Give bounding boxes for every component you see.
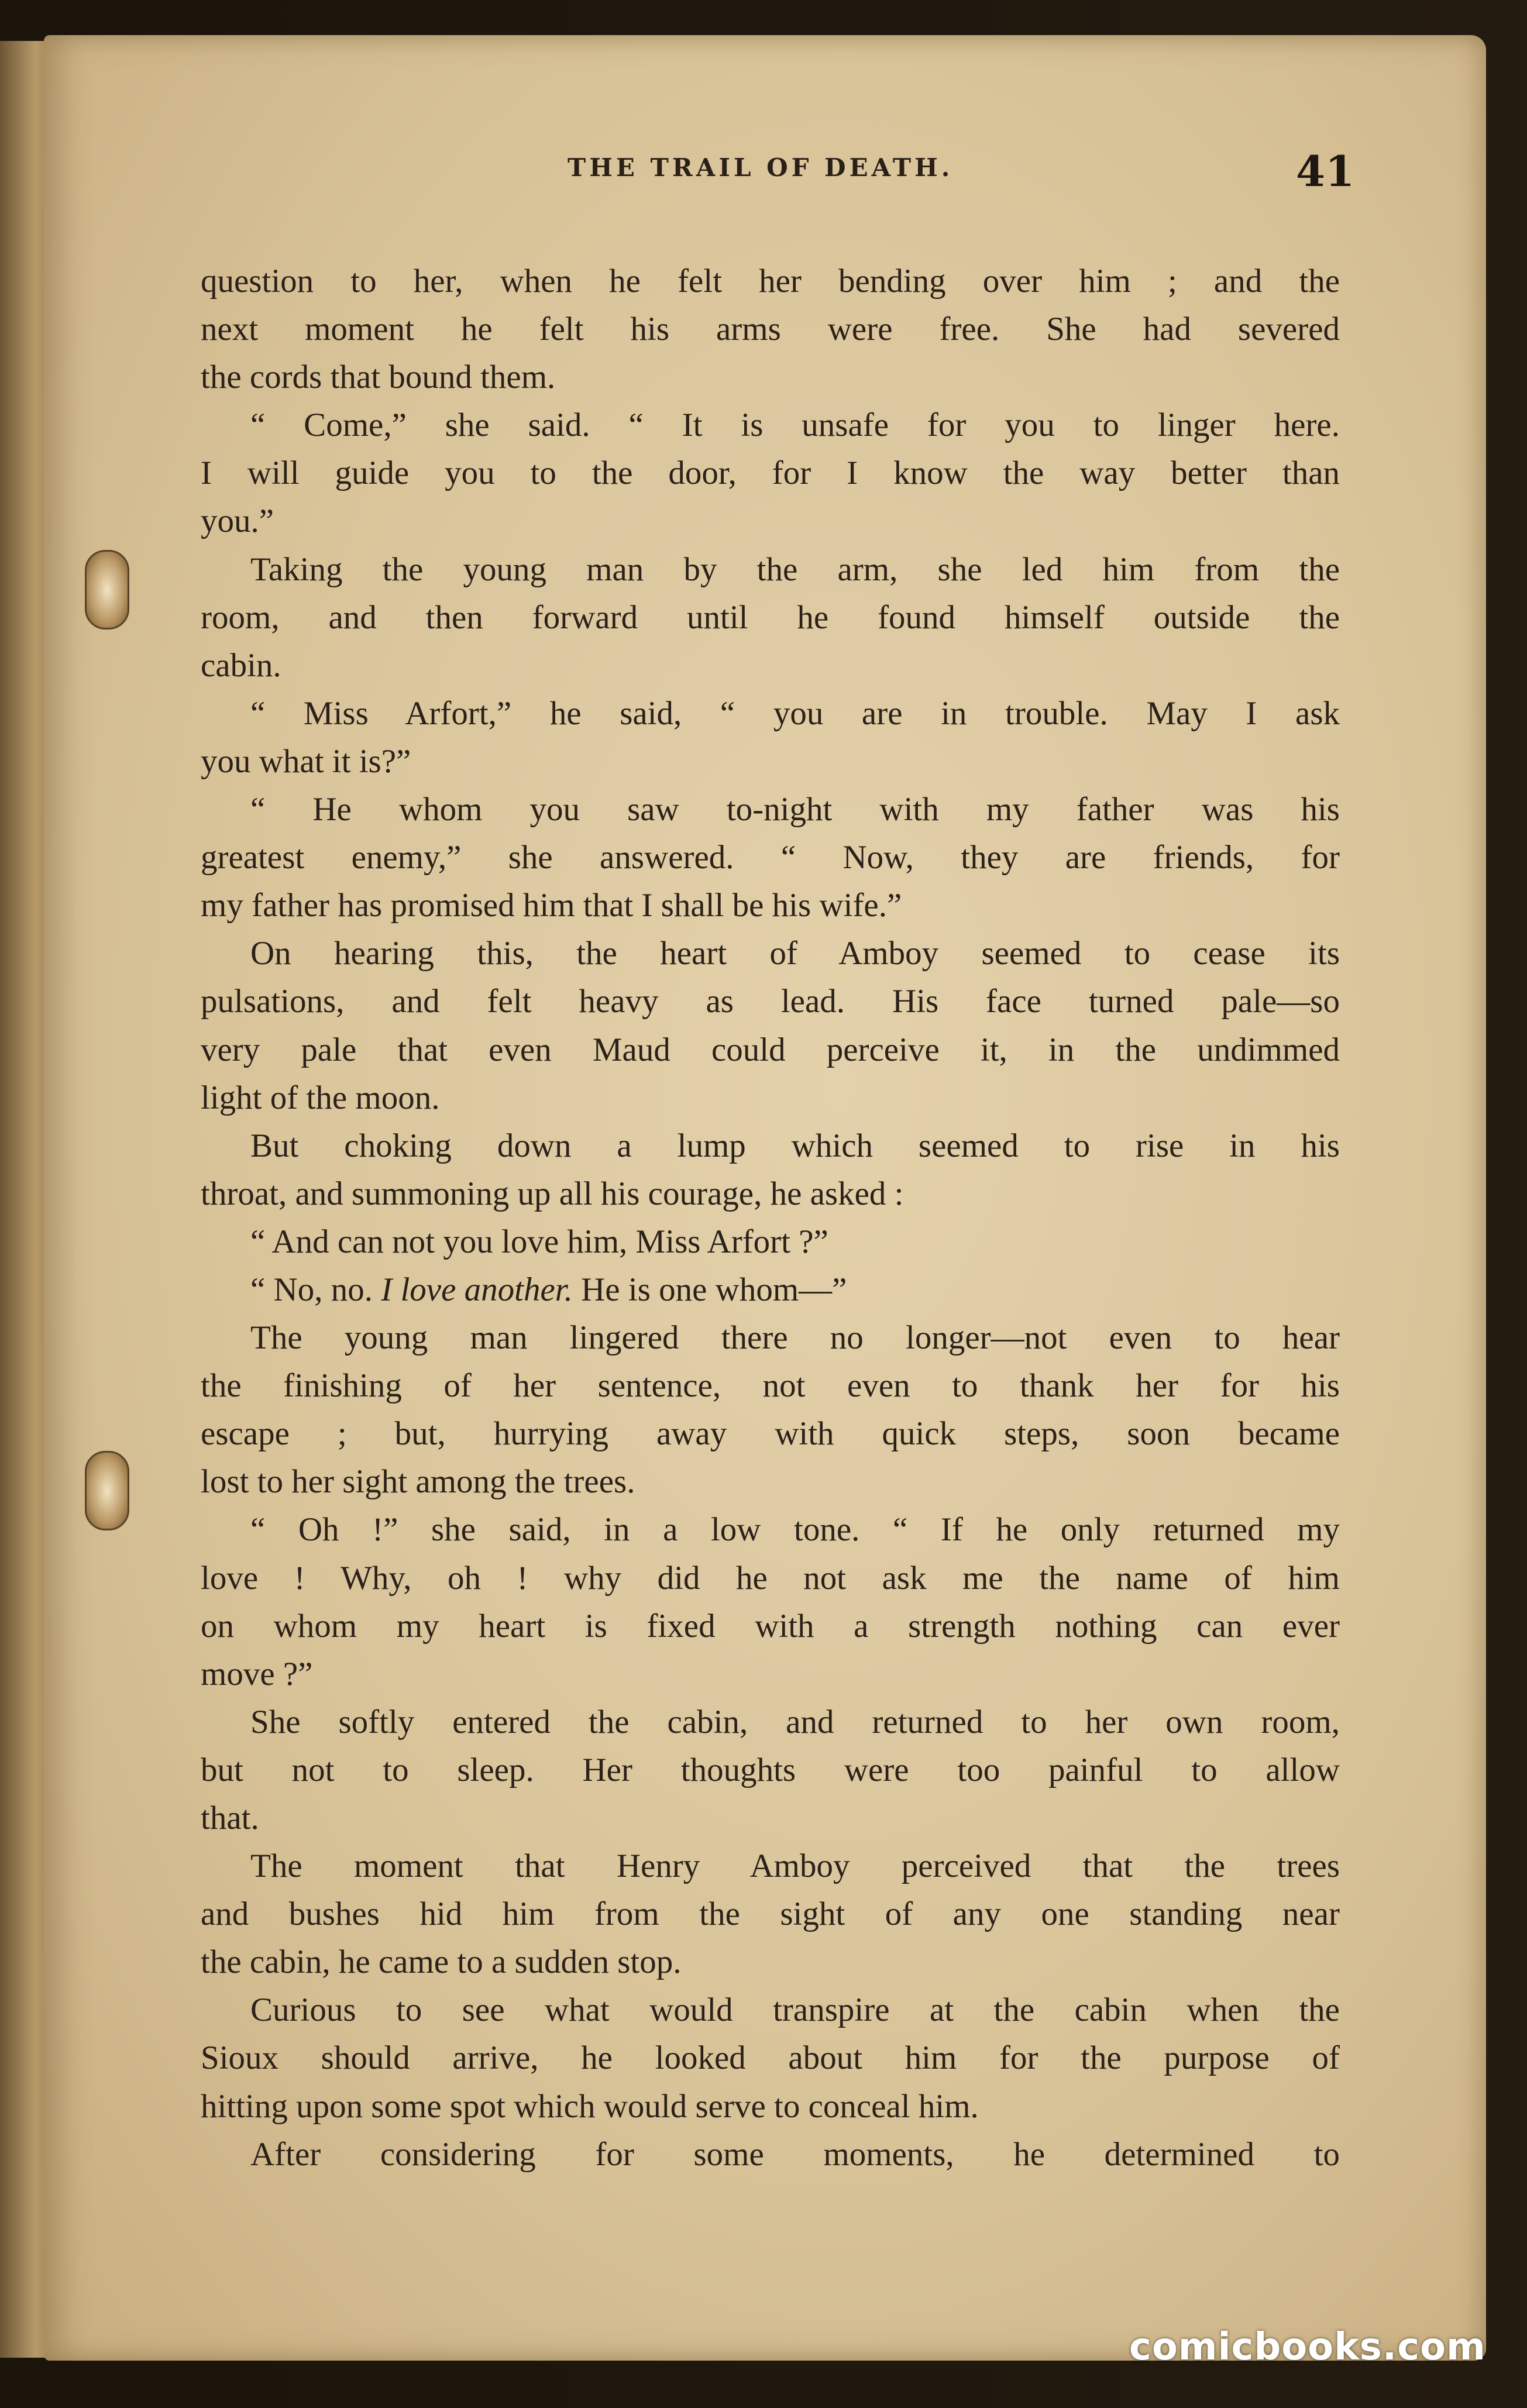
text-line: and bushes hid him from the sight of any one standing near xyxy=(201,1896,1340,1933)
text-line: next moment he felt his arms were free. She had severed xyxy=(201,311,1340,348)
text-line: the cabin, he came to a sudden stop. xyxy=(201,1943,682,1981)
text-line: “ And can not you love him, Miss Arfort ?” xyxy=(250,1223,828,1260)
text-line: The young man lingered there no longer—not even to hear xyxy=(250,1319,1340,1357)
text-fragment: “ No, no. xyxy=(250,1271,381,1308)
text-line: light of the moon. xyxy=(201,1079,440,1116)
text-line: my father has promised him that I shall be his wife.” xyxy=(201,887,902,924)
text-line: you what it is?” xyxy=(201,742,411,780)
body-text xyxy=(201,257,1340,2179)
text-line: question to her, when he felt her bending over him ; and the xyxy=(201,263,1340,300)
text-line: room, and then forward until he found himself outside the xyxy=(201,598,1340,636)
text-line: the cords that bound them. xyxy=(201,359,556,396)
text-line: you.” xyxy=(201,503,274,540)
text-line-with-italic xyxy=(201,1266,1340,1314)
text-line: move ?” xyxy=(201,1655,313,1693)
text-line: Sioux should arrive, he looked about him for the purpose of xyxy=(201,2039,1340,2077)
watermark: comicbooks.com xyxy=(1129,2326,1486,2369)
text-line: On hearing this, the heart of Amboy seemed to cease its xyxy=(250,935,1340,972)
text-line: love ! Why, oh ! why did he not ask me the name of him xyxy=(201,1559,1340,1597)
running-head: THE TRAIL OF DEATH. xyxy=(568,153,954,182)
text-line: throat, and summoning up all his courage, he asked : xyxy=(201,1175,904,1212)
text-line: She softly entered the cabin, and returned to her own room, xyxy=(250,1703,1340,1740)
text-line: “ Miss Arfort,” he said, “ you are in trouble. May I ask xyxy=(250,694,1340,732)
binding-stitch xyxy=(85,1451,129,1530)
text-line: on whom my heart is fixed with a strength nothing can ever xyxy=(201,1607,1340,1645)
text-line: that. xyxy=(201,1800,259,1836)
binding-stitch xyxy=(85,550,129,629)
text-line: But choking down a lump which seemed to rise in his xyxy=(250,1127,1340,1164)
text-line: The moment that Henry Amboy perceived that the trees xyxy=(250,1848,1340,1885)
text-line: I will guide you to the door, for I know the way better than xyxy=(201,455,1340,492)
text-line: “ He whom you saw to-night with my father was his xyxy=(250,791,1340,828)
text-line: Taking the young man by the arm, she led him from the xyxy=(250,551,1340,588)
text-line: “ Come,” she said. “ It is unsafe for you to linger here. xyxy=(250,407,1340,444)
text-line: lost to her sight among the trees. xyxy=(201,1463,635,1501)
italic-text: I love another. xyxy=(381,1271,573,1308)
text-line: very pale that even Maud could perceive it, in the undimmed xyxy=(201,1031,1340,1068)
text-line: After considering for some moments, he determined to xyxy=(250,2135,1340,2173)
text-line: cabin. xyxy=(201,646,281,684)
text-line: hitting upon some spot which would serve to conceal him. xyxy=(201,2087,979,2125)
text-line: greatest enemy,” she answered. “ Now, they are friends, for xyxy=(201,839,1340,876)
text-line: escape ; but, hurrying away with quick steps, soon became xyxy=(201,1415,1340,1453)
text-line: pulsations, and felt heavy as lead. His face turned pale—so xyxy=(201,983,1340,1020)
text-line: “ Oh !” she said, in a low tone. “ If he only returned my xyxy=(250,1511,1340,1549)
text-line: Curious to see what would transpire at the cabin when the xyxy=(250,1991,1340,2029)
page-number: 41 xyxy=(1296,146,1355,196)
text-line: the finishing of her sentence, not even to thank her for his xyxy=(201,1367,1340,1405)
text-fragment: He is one whom—” xyxy=(572,1271,847,1308)
text-line: but not to sleep. Her thoughts were too painful to allow xyxy=(201,1751,1340,1788)
